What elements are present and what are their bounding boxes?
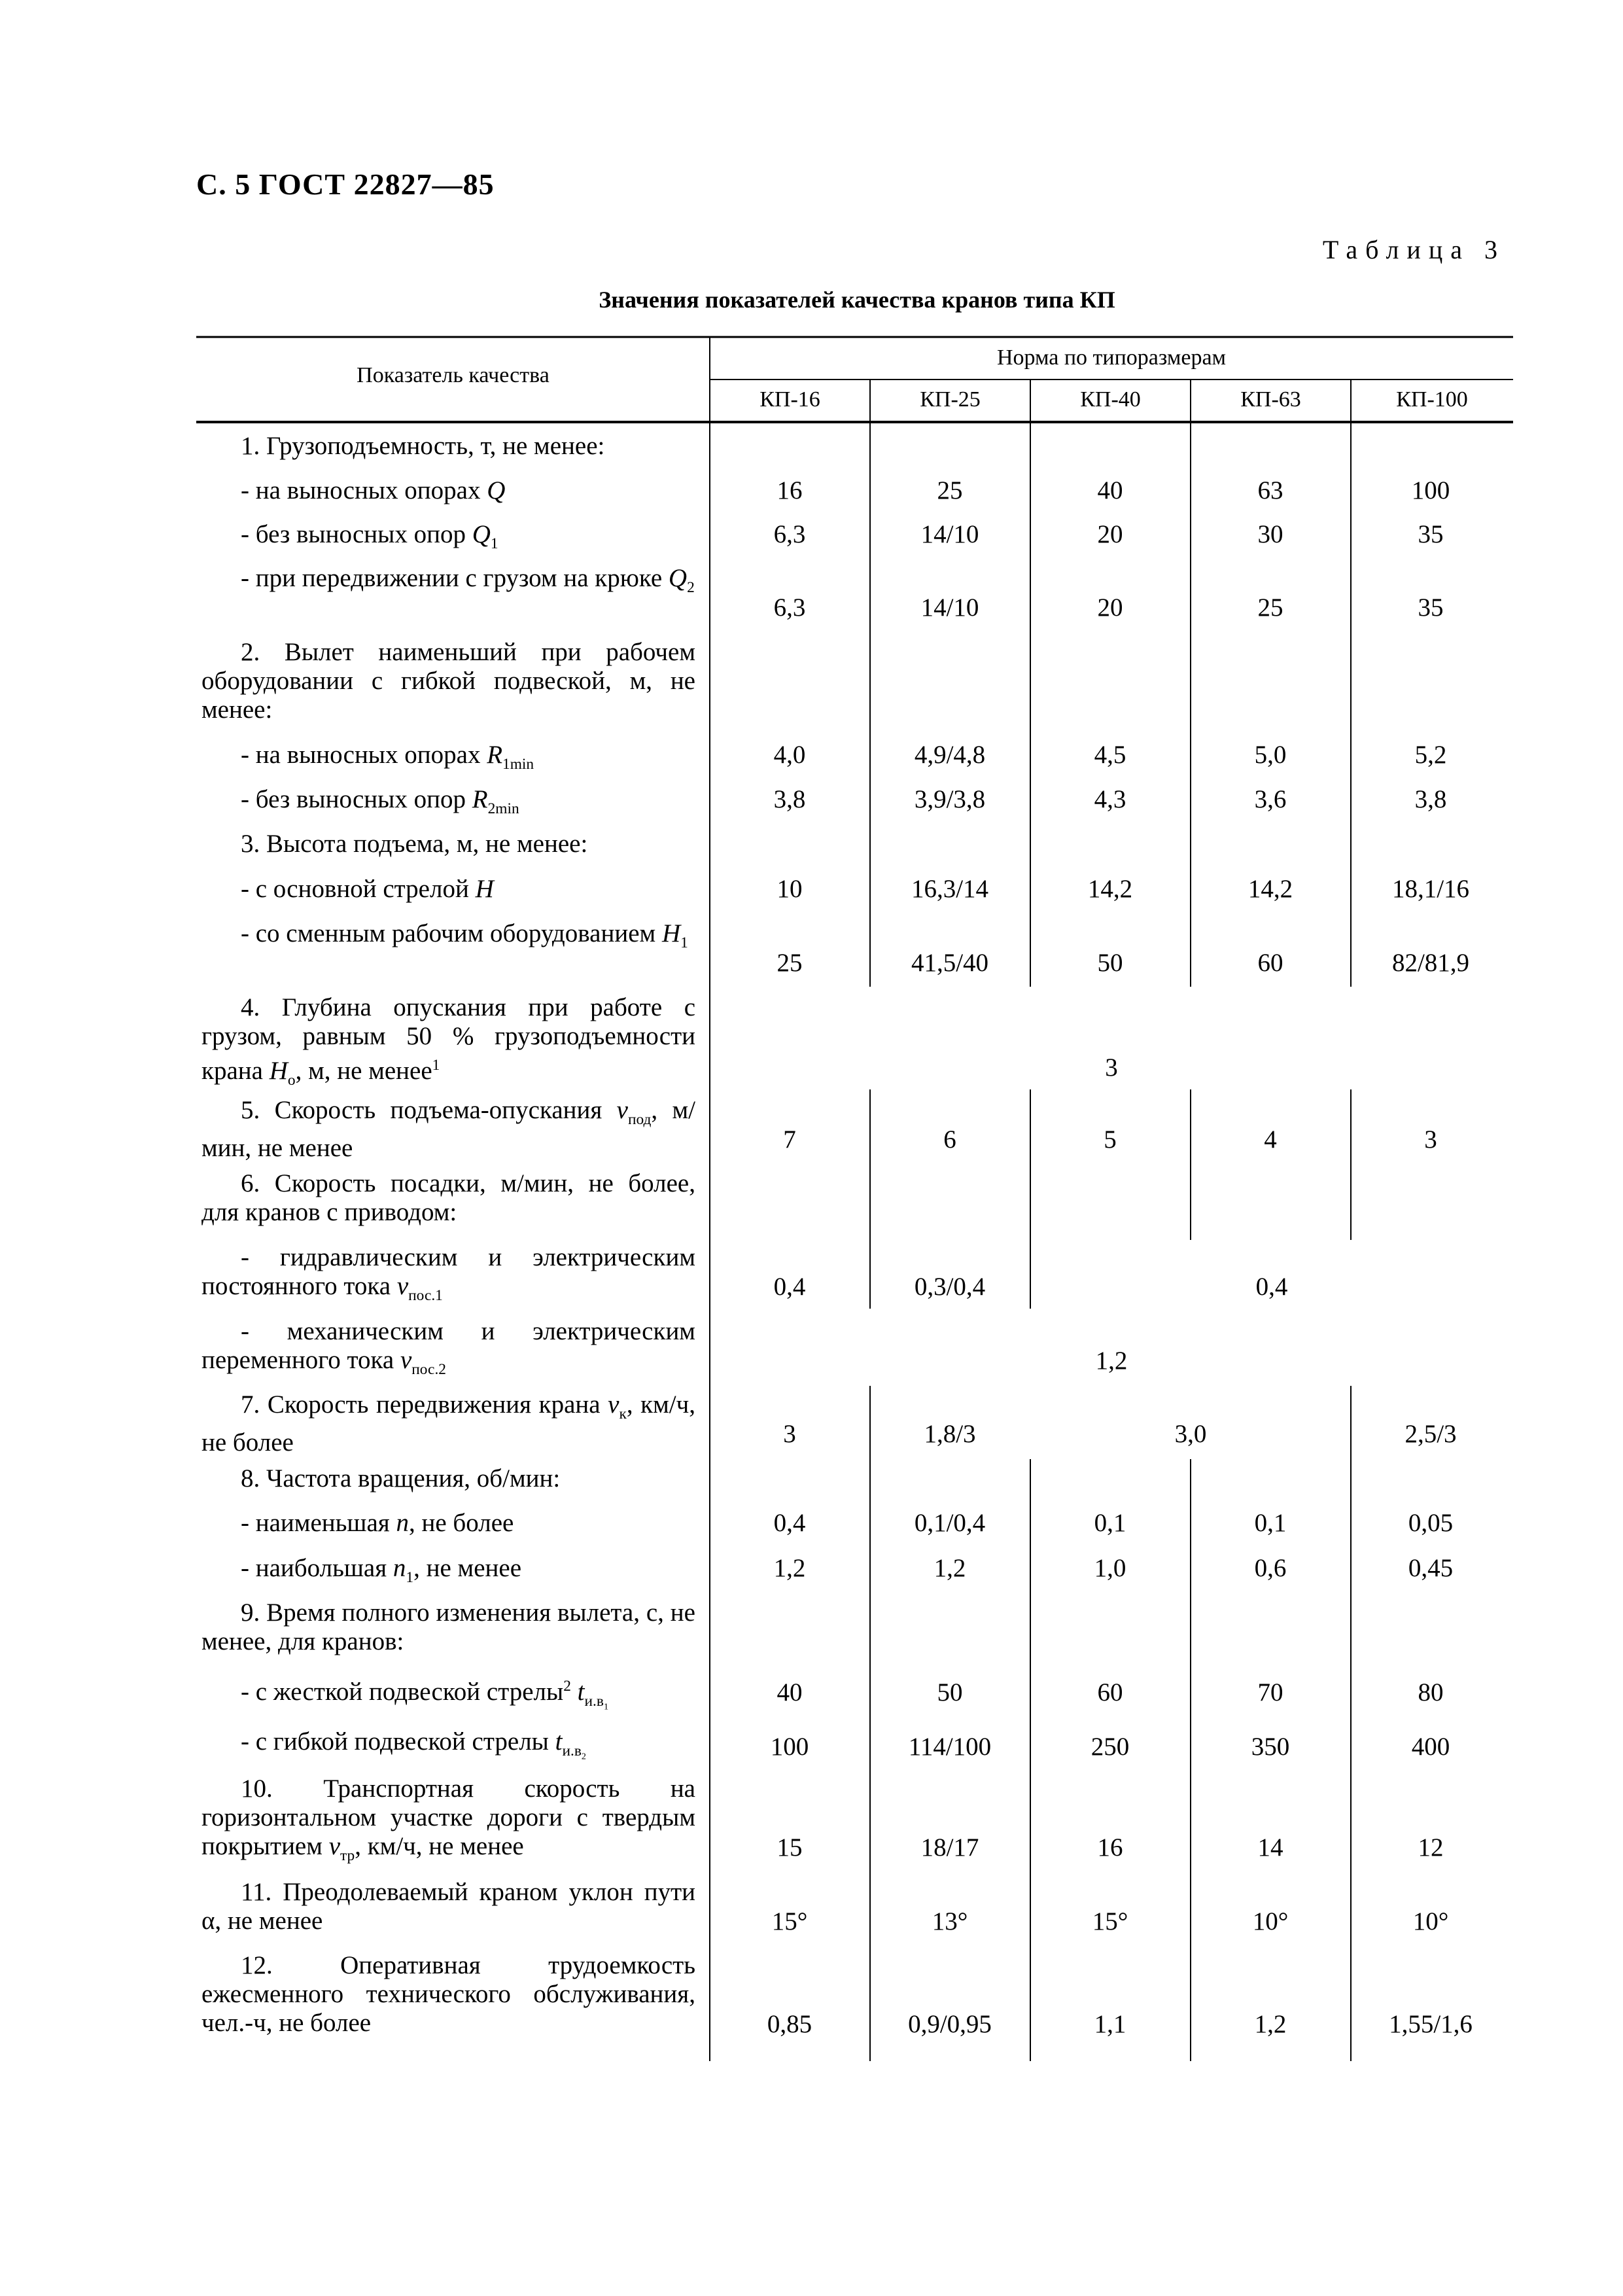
cell-value: 63 [1257, 476, 1283, 504]
row-label: - гидравлическим и электрическим постоянного тока $v_{пос.1}$ [201, 1243, 695, 1304]
row-label: 1. Грузоподъемность, т, не менее: [241, 432, 605, 460]
cell-value: 20 [1097, 593, 1123, 622]
table-label: Таблица 3 [1322, 235, 1505, 264]
cell-value: 13° [932, 1907, 968, 1935]
cell-value: 0,1 [1254, 1509, 1287, 1537]
row-label: 9. Время полного изменения вылета, с, не менее, для кранов: [201, 1598, 695, 1655]
row-label: 8. Частота вращения, об/мин: [241, 1464, 561, 1492]
table-title: Значения показателей качества кранов типа КП [599, 287, 1115, 313]
cell-value: 0,1 [1094, 1509, 1126, 1537]
cell-value: 114/100 [908, 1733, 992, 1761]
col-header-size: КП-40 [1080, 387, 1141, 412]
cell-value: 1,1 [1094, 2010, 1126, 2038]
cell-value: 20 [1097, 520, 1123, 548]
cell-value: 41,5/40 [911, 949, 989, 977]
col-header-size: КП-63 [1240, 387, 1301, 412]
cell-value: 7 [783, 1125, 796, 1154]
row-label: 7. Скорость передвижения крана $v_к$, км/ч, не более [201, 1390, 696, 1457]
cell-value: 1,0 [1094, 1554, 1126, 1582]
cell-value: 0,9/0,95 [908, 2010, 992, 2038]
cell-value: 16 [777, 476, 803, 504]
merged-cell-value: 0,4 [1255, 1273, 1288, 1301]
col-header-norm-group: Норма по типоразмерам [996, 345, 1227, 370]
cell-value: 10° [1412, 1907, 1449, 1935]
merged-cell-value: 3 [1105, 1053, 1118, 1082]
cell-value: 14/10 [920, 593, 979, 622]
cell-value: 70 [1257, 1678, 1283, 1706]
cell-value: 0,1/0,4 [914, 1509, 986, 1537]
row-label: 12. Оперативная трудоемкость ежесменного технического обслуживания, чел.-ч, не более [201, 1951, 695, 2037]
row-label: - с основной стрелой H [241, 875, 494, 903]
cell-value: 5,0 [1254, 741, 1287, 769]
col-header-indicator: Показатель качества [357, 363, 550, 387]
cell-value: 10° [1252, 1907, 1289, 1935]
cell-value: 3,8 [773, 785, 806, 813]
cell-value: 18/17 [920, 1833, 979, 1862]
cell-value: 0,6 [1254, 1554, 1287, 1582]
cell-value: 15 [777, 1833, 803, 1862]
row-label: - на выносных опорах Q [241, 476, 506, 504]
cell-value: 4,9/4,8 [914, 741, 986, 769]
row-label: 5. Скорость подъема-опускания $v_{под}$, м/мин, не менее [201, 1096, 695, 1162]
cell-value: 1,2 [934, 1554, 966, 1582]
cell-value: 0,05 [1408, 1509, 1454, 1537]
cell-value: 1,2 [773, 1554, 806, 1582]
cell-value: 40 [777, 1678, 803, 1706]
cell-value: 18,1/16 [1391, 875, 1470, 903]
row-label: 3. Высота подъема, м, не менее: [241, 830, 588, 858]
cell-value: 6,3 [773, 593, 806, 622]
col-header-size: КП-16 [759, 387, 820, 412]
cell-value: 3 [1424, 1125, 1437, 1154]
cell-value: 2,5/3 [1405, 1420, 1457, 1448]
row-label: - при передвижении с грузом на крюке $Q_2$ [241, 564, 695, 596]
cell-value: 0,4 [773, 1509, 806, 1537]
row-label: - механическим и электрическим переменного тока $v_{пос.2}$ [201, 1317, 695, 1378]
row-label: - без выносных опор $Q_1$ [241, 520, 498, 552]
cell-value: 4,3 [1094, 785, 1126, 813]
cell-value: 5,2 [1414, 741, 1447, 769]
cell-value: 80 [1418, 1678, 1444, 1706]
cell-value: 100 [770, 1733, 809, 1761]
cell-value: 5 [1104, 1125, 1117, 1154]
cell-value: 12 [1418, 1833, 1444, 1862]
cell-value: 50 [1097, 949, 1123, 977]
cell-value: 6 [943, 1125, 956, 1154]
row-label: - со сменным рабочим оборудованием $H_1$ [241, 919, 688, 951]
cell-value: 4,5 [1094, 741, 1126, 769]
cell-value: 10 [777, 875, 803, 903]
cell-value: 14,2 [1248, 875, 1293, 903]
cell-value: 6,3 [773, 520, 806, 548]
cell-value: 25 [777, 949, 803, 977]
cell-value: 0,4 [773, 1273, 806, 1301]
col-header-size: КП-100 [1396, 387, 1468, 412]
cell-value: 15° [771, 1907, 808, 1935]
row-label: - без выносных опор $R_{2min}$ [241, 785, 519, 817]
cell-value: 15° [1092, 1907, 1128, 1935]
cell-value: 0,85 [767, 2010, 812, 2038]
row-label: - с жесткой подвеской стрелы$^2$ $t_{и.в_1}$ [241, 1678, 608, 1712]
row-label: 10. Транспортная скорость на горизонтальном участке дороги с твердым покрытием $v_{тр}$, км/ч, не менее [201, 1775, 695, 1864]
cell-value: 35 [1418, 593, 1444, 622]
row-label: - наименьшая n, не более [241, 1509, 514, 1537]
cell-value: 1,55/1,6 [1389, 2010, 1473, 2038]
cell-value: 16 [1097, 1833, 1123, 1862]
merged-cell-value: 3,0 [1174, 1420, 1207, 1448]
cell-value: 82/81,9 [1391, 949, 1470, 977]
cell-value: 14,2 [1087, 875, 1133, 903]
cell-value: 25 [1257, 593, 1283, 622]
cell-value: 3,8 [1414, 785, 1447, 813]
cell-value: 25 [937, 476, 963, 504]
row-label: - на выносных опорах $R_{1min}$ [241, 741, 534, 773]
cell-value: 60 [1257, 949, 1283, 977]
page-header: С. 5 ГОСТ 22827—85 [196, 168, 495, 201]
merged-cell-value: 1,2 [1095, 1347, 1128, 1375]
row-label: - с гибкой подвеской стрелы $t_{и.в_2}$ [241, 1727, 586, 1762]
row-label: 11. Преодолеваемый краном уклон пути α, не менее [201, 1878, 695, 1935]
row-label: - наибольшая $n_1$, не менее [241, 1554, 522, 1586]
cell-value: 0,3/0,4 [914, 1273, 986, 1301]
row-label: 4. Глубина опускания при работе с грузом, равным 50 % грузоподъемности крана $H_о$, м, не менее$^1$ [201, 993, 695, 1089]
cell-value: 400 [1411, 1733, 1450, 1761]
cell-value: 4,0 [773, 741, 806, 769]
cell-value: 16,3/14 [911, 875, 989, 903]
cell-value: 40 [1097, 476, 1123, 504]
cell-value: 30 [1257, 520, 1283, 548]
cell-value: 350 [1251, 1733, 1290, 1761]
row-label: 2. Вылет наименьший при рабочем оборудовании с гибкой подвеской, м, не менее: [201, 638, 695, 724]
cell-value: 35 [1418, 520, 1444, 548]
cell-value: 1,2 [1254, 2010, 1287, 2038]
cell-value: 100 [1411, 476, 1450, 504]
cell-value: 60 [1097, 1678, 1123, 1706]
cell-value: 3,6 [1254, 785, 1287, 813]
cell-value: 14 [1257, 1833, 1283, 1862]
row-label: 6. Скорость посадки, м/мин, не более, для кранов с приводом: [201, 1169, 695, 1226]
cell-value: 3,9/3,8 [914, 785, 986, 813]
cell-value: 1,8/3 [924, 1420, 976, 1448]
cell-value: 0,45 [1408, 1554, 1454, 1582]
cell-value: 250 [1091, 1733, 1130, 1761]
cell-value: 50 [937, 1678, 963, 1706]
cell-value: 3 [783, 1420, 796, 1448]
col-header-size: КП-25 [920, 387, 981, 412]
cell-value: 14/10 [920, 520, 979, 548]
cell-value: 4 [1264, 1125, 1277, 1154]
